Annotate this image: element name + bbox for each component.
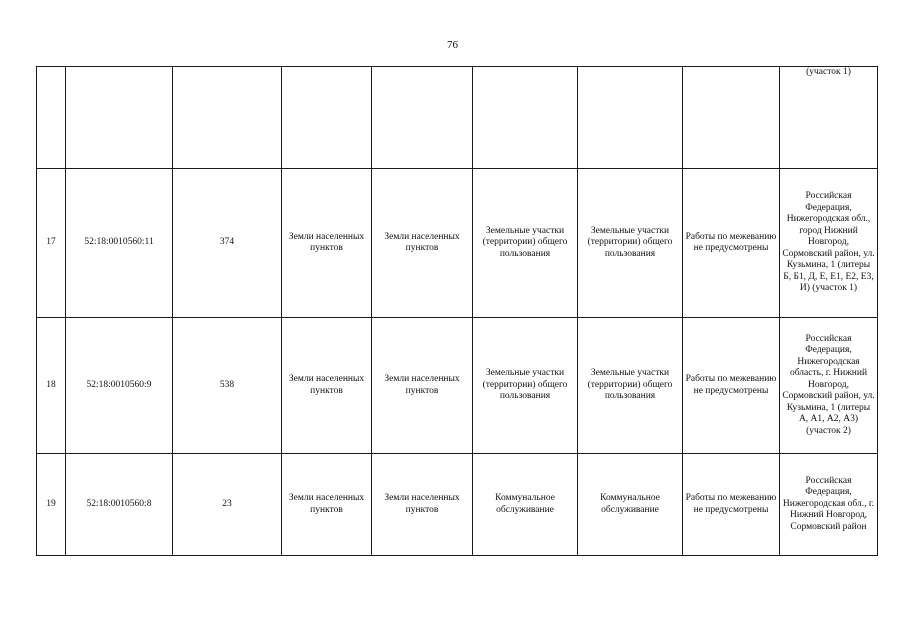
table-row	[37, 169, 878, 318]
table-row	[37, 454, 878, 556]
land-category-planned-cell: Земли населенных пунктов	[372, 169, 473, 318]
permitted-use-planned-cell: Коммунальное обслуживание	[578, 454, 683, 556]
row-number-cell: 17	[37, 169, 66, 318]
land-category-cell: Земли населенных пунктов	[282, 454, 372, 556]
survey-works-cell: Работы по межеванию не предусмотрены	[683, 454, 780, 556]
address-cell: Российская Федерация, Нижегородская обл., город Нижний Новгород, Сормовский район, ул. Кузьмина, 1 (литеры Б, Б1, Д, Е, Е1, Е2, Е3, И) (участок 1)	[780, 169, 878, 318]
page-number: 76	[447, 39, 458, 51]
row-number-cell: 19	[37, 454, 66, 556]
area-cell: 374	[173, 169, 282, 318]
cadastral-number-cell: 52:18:0010560:8	[66, 454, 173, 556]
land-category-planned-cell	[372, 67, 473, 169]
cadastral-number-cell	[66, 67, 173, 169]
address-cell: Российская Федерация, Нижегородская обл., г. Нижний Новгород, Сормовский район	[780, 454, 878, 556]
permitted-use-current-cell: Земельные участки (территории) общего пользования	[473, 318, 578, 454]
permitted-use-current-cell	[473, 67, 578, 169]
land-category-cell: Земли населенных пунктов	[282, 169, 372, 318]
cadastral-number-cell: 52:18:0010560:9	[66, 318, 173, 454]
table-row	[37, 67, 878, 169]
land-category-cell: Земли населенных пунктов	[282, 318, 372, 454]
survey-works-cell: Работы по межеванию не предусмотрены	[683, 169, 780, 318]
permitted-use-current-cell: Земельные участки (территории) общего пользования	[473, 169, 578, 318]
row-number-cell	[37, 67, 66, 169]
area-cell: 23	[173, 454, 282, 556]
survey-works-cell	[683, 67, 780, 169]
area-cell: 538	[173, 318, 282, 454]
row-number-cell: 18	[37, 318, 66, 454]
address-cell: (участок 1)	[780, 67, 878, 169]
cadastral-number-cell: 52:18:0010560:11	[66, 169, 173, 318]
permitted-use-planned-cell	[578, 67, 683, 169]
permitted-use-current-cell: Коммунальное обслуживание	[473, 454, 578, 556]
land-category-cell	[282, 67, 372, 169]
permitted-use-planned-cell: Земельные участки (территории) общего пользования	[578, 169, 683, 318]
land-category-planned-cell: Земли населенных пунктов	[372, 318, 473, 454]
area-cell	[173, 67, 282, 169]
survey-works-cell: Работы по межеванию не предусмотрены	[683, 318, 780, 454]
address-cell: Российская Федерация, Нижегородская область, г. Нижний Новгород, Сормовский район, ул. Кузьмина, 1 (литеры А, А1, А2, А3) (участок 2)	[780, 318, 878, 454]
land-category-planned-cell: Земли населенных пунктов	[372, 454, 473, 556]
table-row	[37, 318, 878, 454]
permitted-use-planned-cell: Земельные участки (территории) общего пользования	[578, 318, 683, 454]
land-plots-table	[36, 66, 878, 556]
